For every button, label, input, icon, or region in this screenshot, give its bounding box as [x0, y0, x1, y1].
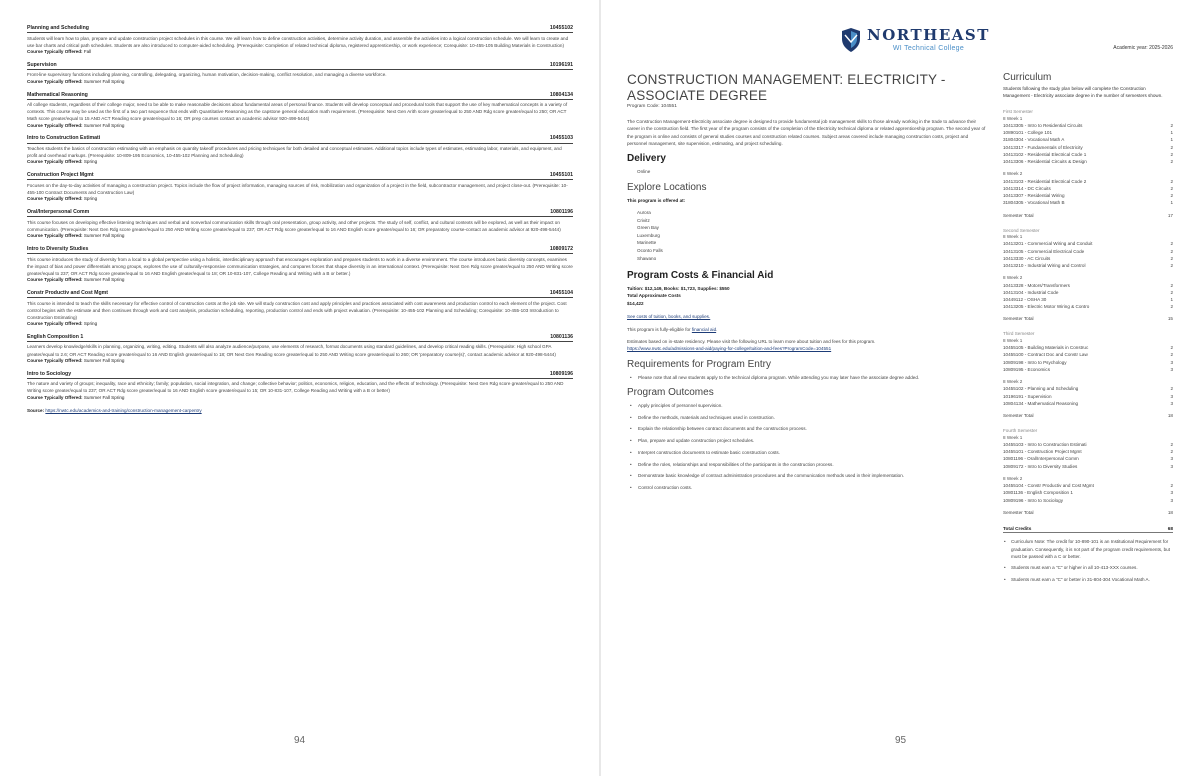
offered-value: Summer Fall Spring: [83, 232, 125, 238]
course-name: 10413102 - Residential Electrical Code 1: [1003, 151, 1087, 157]
term-block: [1003, 476, 1173, 504]
course-name: 10804134 - Mathematical Reasoning: [1003, 400, 1079, 406]
financial-aid-line: This program is fully-eligible for financial aid.: [627, 326, 718, 332]
course-title: Oral/Interpersonal Comm: [27, 209, 90, 216]
costs-total: $14,422: [627, 300, 644, 306]
course-title: Supervision: [27, 61, 57, 68]
course-credits: 3: [1170, 400, 1173, 406]
program-description: The Construction Management-Electricity associate degree is designed to provide fundamental job management skills to those already working in the trade to advance their career in the construction field. The first year of the program consists of the completion of the Electricity technical diploma or related apprenticeship program. The second year of the program is online and consists of general studies courses and construction related courses. Subject areas covered include managing construction costs, project and personnel management, site supervision, estimating, and project scheduling.: [627, 119, 986, 147]
curriculum-course-row: [1003, 129, 1173, 136]
course-name: 10413307 - Residential Wiring: [1003, 193, 1065, 199]
course-description: Teaches students the basics of construction estimating with an emphasis on quantity takeoff procedures and pricing techniques for both detailed and conceptual estimates. Additional topics include types of estimates, estimating labor, materials, and equipment, and profit and overhead markups. (Prerequisite: 10-809-195 Economics, 10-455-102 Planning and Scheduling): [27, 146, 562, 159]
outcome-item: • Plan, prepare and update construction project schedules.: [630, 437, 987, 444]
course-credits: 3: [1170, 490, 1173, 496]
curriculum-heading: Curriculum: [1003, 72, 1052, 83]
offered-label: Course Typically Offered:: [27, 357, 83, 363]
location-item: Luxemburg: [637, 232, 660, 238]
term-block-name: 8 Week 2: [1003, 475, 1023, 481]
course-name: 10413317 - Fundamentals of Electricity: [1003, 144, 1083, 150]
offered-value: Spring: [83, 196, 98, 202]
curriculum-course-row: [1003, 144, 1173, 151]
course-entry: [27, 371, 573, 402]
course-entry: [27, 172, 573, 203]
costs-link[interactable]: See costs of tuition, books, and supplies.: [627, 314, 711, 320]
course-description: This course introduces the study of diversity from a local to a global perspective using a holistic, interdisciplinary approach that encourages exploration and prepares students to work in a diverse environment. The course introduces basic diversity concepts, examines the impact of bias and power differentials among groups, explores the use of culturally-responsive communication strategies, and compares forces that shape diversity in an international context. (Prerequisite: Next Gen Rdg score greater/equal to 250 AND Writing score greater/equal to 237; OR ACT Rdg score greater/equal to 16 AND English greater/equal to 18; OR 10-831-107, College Reading and Writing with a B or better.): [27, 256, 573, 276]
course-name: 10455103 - Intro to Construction Estimati: [1003, 441, 1087, 447]
course-offered: [27, 79, 573, 86]
semester-total-label: Semester Total: [1003, 413, 1034, 419]
term-block: [1003, 379, 1173, 407]
term-block-name: 8 Week 2: [1003, 171, 1023, 177]
semester-list: [1003, 109, 1173, 515]
course-entry: [27, 135, 573, 166]
course-name: 10196191 - Supervision: [1003, 393, 1052, 399]
semester: [1003, 228, 1173, 322]
course-name: 10455101 - Construction Project Mgmt: [1003, 449, 1082, 455]
course-header: [27, 246, 573, 254]
course-credits: 2: [1170, 282, 1173, 288]
outcomes-heading: Program Outcomes: [627, 386, 714, 398]
outcome-item: • Define the roles, relationships and responsibilities of the participants in the construction process.: [630, 461, 987, 468]
total-credits-value: 68: [1167, 525, 1173, 531]
term-block: [1003, 338, 1173, 373]
curriculum-course-row: [1003, 178, 1173, 185]
curriculum-note: • Students must earn a "C" or higher in all 10-413-XXX courses.: [1003, 564, 1173, 571]
term-block: [1003, 234, 1173, 269]
estimates-url[interactable]: https://www.nwtc.edu/admissions-and-aid/paying-for-college/tuition-and-fees?ProgramCode=104551: [627, 346, 832, 352]
course-code: 10196191: [549, 61, 573, 68]
course-name: 10809172 - Intro to Diversity Studies: [1003, 463, 1078, 469]
location-item: Oconto Falls: [637, 247, 663, 253]
course-credits: 2: [1170, 185, 1173, 191]
course-header: [27, 62, 573, 70]
outcome-item: • Explain the relationship between contract documents and the construction process.: [630, 425, 987, 432]
logo-name: NORTHEAST: [867, 26, 990, 44]
course-offered: [27, 123, 573, 130]
aid-prefix: This program is fully-eligible for: [627, 326, 691, 332]
course-name: 10413330 - AC Circuits: [1003, 255, 1051, 261]
curriculum-course-row: [1003, 366, 1173, 373]
semester: [1003, 109, 1173, 217]
semester-total-value: 18: [1167, 413, 1173, 419]
curriculum-course-row: [1003, 482, 1173, 489]
locations-list: [637, 209, 987, 262]
course-credits: 2: [1170, 159, 1173, 165]
curriculum-course-row: [1003, 489, 1173, 496]
offered-value: Fall: [83, 48, 92, 54]
offered-label: Course Typically Offered:: [27, 394, 83, 400]
course-title: Planning and Scheduling: [27, 25, 89, 31]
curriculum-course-row: [1003, 448, 1173, 455]
offered-value: Spring: [83, 320, 98, 326]
curriculum-column: [1003, 72, 1173, 587]
course-title: Intro to Sociology: [27, 370, 72, 377]
course-entry: [27, 246, 573, 284]
requirements-heading: Requirements for Program Entry: [627, 358, 771, 370]
course-title: Intro to Diversity Studies: [27, 245, 89, 252]
course-name: 10413205 - Electric Motor Wiring & Contro: [1003, 304, 1090, 310]
offered-label: Course Typically Offered:: [27, 122, 83, 128]
curriculum-course-row: [1003, 344, 1173, 351]
course-description: Students will learn how to plan, prepare and update construction project schedules in this course. We will learn how to define construction activities, determine activity duration, and assemble the activities into a logical construction schedule. We will learn to create and use bar charts and critical path schedules. Students are also introduced to computer-aided scheduling. (Prerequisite: Completion of related technical diploma, registered apprenticeship, or work experience; Corequisite: 10-455-105 Building Materials in Construction): [27, 35, 569, 48]
semester-total-value: 17: [1167, 212, 1173, 218]
curriculum-course-row: [1003, 199, 1173, 206]
page-number-left: 94: [293, 735, 306, 746]
delivery-heading: Delivery: [627, 153, 666, 165]
course-title: Construction Project Mgmt: [27, 172, 94, 179]
offered-label: Course Typically Offered:: [27, 48, 83, 54]
course-title: Intro to Construction Estimati: [27, 135, 101, 142]
costs-heading: Program Costs & Financial Aid: [627, 270, 774, 282]
course-header: [27, 25, 573, 33]
curriculum-course-row: [1003, 393, 1173, 400]
program-code: Program Code: 104551: [627, 104, 677, 110]
term-block-name: 8 Week 1: [1003, 233, 1023, 239]
term-block-name: 8 Week 1: [1003, 434, 1023, 440]
course-name: 10801196 - Oral/Interpersonal Comm: [1003, 456, 1079, 462]
offered-label: Course Typically Offered:: [27, 196, 83, 202]
term-block: [1003, 435, 1173, 470]
curriculum-notes: [1003, 538, 1173, 583]
curriculum-course-row: [1003, 192, 1173, 199]
course-header: [27, 135, 573, 143]
course-name: 10413305 - Intro to Residential Circuits: [1003, 123, 1083, 129]
source-link[interactable]: https://nwtc.edu/academics-and-training/construction-management-carpentry: [45, 407, 202, 413]
course-offered: [27, 277, 573, 284]
course-description: This course focuses on developing effective listening techniques and verbal and nonverbal communication skills through oral presentation, group activity, and other projects. The study of self, conflict, and cultural contexts will be explored, as well as their impact on communication. (Prerequisite: Next Gen Rdg score greater/equal to 250 AND Writing score greater/equal to 237; OR ACT Rdg score greater/equal to 16 AND English score greater/equal to 16; OR preparatory course-contact an academic advisor at 920-498-5444): [27, 219, 561, 232]
offered-value: Summer Fall Spring: [83, 276, 125, 282]
location-item: Green Bay: [637, 225, 659, 231]
curriculum-course-row: [1003, 158, 1173, 165]
curriculum-course-row: [1003, 262, 1173, 269]
semester-total-value: 15: [1167, 316, 1173, 322]
college-logo: [841, 27, 990, 53]
semester-total-label: Semester Total: [1003, 316, 1034, 322]
course-offered: [27, 233, 573, 240]
course-offered: [27, 358, 573, 365]
course-credits: 1: [1170, 130, 1173, 136]
course-name: 10413105 - Commercial Electrical Code: [1003, 248, 1085, 254]
outcome-item: • Demonstrate basic knowledge of contract administration procedures and the communication methods used in their implementation.: [630, 472, 987, 479]
course-credits: 2: [1170, 123, 1173, 129]
offered-value: Spring: [83, 159, 98, 165]
curriculum-course-row: [1003, 255, 1173, 262]
course-name: 10809195 - Economics: [1003, 366, 1050, 372]
course-name: 10809198 - Intro to Psychology: [1003, 359, 1067, 365]
offered-label: Course Typically Offered:: [27, 159, 83, 165]
semester-total: [1003, 413, 1173, 418]
course-header: [27, 290, 573, 298]
program-main-column: [627, 72, 987, 496]
costs-total-label: Total Approximate Costs: [627, 293, 681, 299]
semester-name: Second Semester: [1003, 227, 1040, 233]
offered-value: Summer Fall Spring: [83, 122, 125, 128]
course-code: 10809196: [549, 370, 573, 377]
outcomes-list: [630, 402, 987, 491]
curriculum-course-row: [1003, 151, 1173, 158]
course-description: This course is intended to teach the skills necessary for effective control of construction costs at the job site. We will study construction cost and apply principles and practices associated with cost awareness and production control to each element of the project. Cost control begins with the estimate and then continues through work and cost analysis, production scheduling, reporting, production control and ends with project evaluation. (Prerequisite: 10-455-102 Planning and Scheduling; Corequisite: 10-455-103 Introduction to Construction Estimating): [27, 300, 567, 320]
course-description: Learners develop knowledge/skills in planning, organizing, writing, editing. Students will also analyze audience/purpose, use elements of research, format documents using standard guidelines, and develop critical reading skills. (Prerequisite: High school GPA greater/equal to 2.6; OR ACT Reading score greater/equal to 16 AND English greater/equal to 18; OR Next Gen Reading score greater/equal to 250 AND Writing score greater/equal to 260; OR 'preparatory course(s)', contact academic advisor at 920-498-5444): [27, 344, 556, 357]
offered-label: Course Typically Offered:: [27, 320, 83, 326]
curriculum-intro: Students following the study plan below will complete the Construction Management - Electricity associate degree in the number of semesters shown.: [1003, 86, 1163, 99]
financial-aid-link[interactable]: financial aid: [691, 326, 717, 332]
course-credits: 1: [1170, 200, 1173, 206]
course-credits: 2: [1170, 151, 1173, 157]
course-name: 10413201 - Commercial Wiring and Conduit: [1003, 241, 1093, 247]
course-name: 10809196 - Intro to Sociology: [1003, 497, 1064, 503]
course-credits: 3: [1170, 463, 1173, 469]
term-block: [1003, 116, 1173, 166]
course-header: [27, 172, 573, 180]
curriculum-course-row: [1003, 303, 1173, 310]
course-credits: 2: [1170, 386, 1173, 392]
course-description: The nature and variety of groups; inequality, race and ethnicity; family; population, social integration, and change; collective behavior; politics, economics, religion, education, and the effects of technology. (Prerequisite: Next Gen Rdg score greater/equal to 250 AND Writing score greater/equal to 237; OR ACT Rdg score greater/equal to 16 AND English score greater/equal to 15; OR 10-831-107, College Reading and Writing with a B or better): [27, 381, 564, 394]
total-credits-row: [1003, 526, 1173, 534]
curriculum-course-row: [1003, 248, 1173, 255]
curriculum-course-row: [1003, 441, 1173, 448]
course-name: 10455100 - Contract Doc and Constr Law: [1003, 352, 1088, 358]
course-name: 10413306 - Residential Circuits & Design: [1003, 159, 1087, 165]
delivery-value: Online: [637, 169, 651, 175]
course-credits: 2: [1170, 345, 1173, 351]
semester-name: First Semester: [1003, 109, 1033, 115]
course-entry: [27, 209, 573, 240]
total-credits-label: Total Credits: [1003, 525, 1032, 531]
course-name: 10449112 - OSHA 30: [1003, 297, 1047, 302]
course-header: [27, 209, 573, 217]
outcome-item: • Apply principles of personnel supervision.: [630, 402, 987, 409]
locations-intro: This program is offered at:: [627, 197, 686, 203]
course-offered: [27, 49, 573, 56]
offered-value: Summer Fall Spring: [83, 394, 125, 400]
term-block: [1003, 171, 1173, 206]
outcome-item: • Define the methods, materials and techniques used in construction.: [630, 414, 987, 421]
course-credits: 2: [1170, 144, 1173, 150]
semester-total-label: Semester Total: [1003, 509, 1034, 515]
course-credits: 2: [1170, 248, 1173, 254]
offered-label: Course Typically Offered:: [27, 276, 83, 282]
semester: [1003, 331, 1173, 418]
logo-subtitle: WI Technical College: [892, 45, 965, 52]
offered-value: Summer Fall Spring: [83, 78, 125, 84]
course-credits: 2: [1170, 483, 1173, 489]
course-credits: 3: [1170, 359, 1173, 365]
semester-total: [1003, 510, 1173, 515]
curriculum-course-row: [1003, 240, 1173, 247]
course-entry: [27, 25, 573, 56]
course-credits: 2: [1170, 262, 1173, 268]
course-code: 10455102: [549, 25, 573, 31]
course-code: 10455103: [549, 135, 573, 142]
course-offered: [27, 321, 573, 328]
curriculum-course-row: [1003, 497, 1173, 504]
course-code: 10809172: [549, 245, 573, 252]
term-block-name: 8 Week 1: [1003, 337, 1023, 343]
term-block: [1003, 275, 1173, 310]
outcome-item: • Control construction costs.: [630, 484, 987, 491]
location-item: Shawano: [637, 255, 657, 261]
course-credits: 2: [1170, 241, 1173, 247]
curriculum-course-row: [1003, 296, 1173, 303]
course-description: Focuses on the day-to-day activities of managing a construction project. Topics include the flow of project information, managing sources of risk, mobilization and organization of a project in the field, subcontractor management, and project close-out. (Prerequisite: 10-455-100 Contract Documents and Construction Law): [27, 182, 568, 196]
course-descriptions: [27, 25, 573, 413]
curriculum-note: • Curriculum Note: The credit for 10-890-101 is an Institutional Requirement for graduation. Consequently, it is not part of the program credit requirements, but must be passed with a C or better.: [1003, 538, 1173, 560]
term-block-name: 8 Week 2: [1003, 379, 1023, 385]
course-offered: [27, 159, 573, 166]
course-name: 10413103 - Residential Electrical Code 2: [1003, 178, 1087, 184]
curriculum-course-row: [1003, 289, 1173, 296]
curriculum-course-row: [1003, 463, 1173, 470]
offered-label: Course Typically Offered:: [27, 232, 83, 238]
term-block-name: 8 Week 1: [1003, 115, 1023, 121]
course-title: Mathematical Reasoning: [27, 91, 88, 98]
course-name: 10455104 - Constr Productiv and Cost Mgmt: [1003, 483, 1094, 489]
locations-heading: Explore Locations: [627, 181, 707, 193]
course-name: 31804305 - Vocational Math B: [1003, 200, 1065, 206]
course-credits: 2: [1170, 255, 1173, 261]
semester-total: [1003, 213, 1173, 218]
course-credits: 3: [1170, 497, 1173, 503]
course-offered: [27, 395, 573, 402]
requirement-item: • Please note that all new students apply to the technical diploma program. While attending you may later have the associate degree added.: [630, 374, 987, 381]
curriculum-course-row: [1003, 351, 1173, 358]
shield-logo-icon: [841, 27, 861, 53]
course-credits: 2: [1170, 449, 1173, 455]
course-entry: [27, 62, 573, 86]
curriculum-course-row: [1003, 385, 1173, 392]
location-item: Aurora: [637, 210, 651, 216]
course-header: [27, 371, 573, 379]
course-entry: [27, 92, 573, 130]
course-credits: 2: [1170, 193, 1173, 199]
semester: [1003, 428, 1173, 515]
course-description: All college students, regardless of their college major, need to be able to make reasonable decisions about fundamental areas of personal finance. Students will develop conceptual and procedural tools that support the use of key mathematical concepts in a variety of contexts. This course may be used as the first of a two part sequence that ends with Quantitative Reasoning as the capstone general education math requirement. (Prerequisite: Next Gen Arith score greater/equal to 250 AND Rdg score greater/equal to 250; OR ACT Math score greater/equal to 15 AND ACT Reading score greater/equal to 16; OR prep courses contact an academic advisor 920-498-5444): [27, 102, 568, 122]
course-credits: 1: [1170, 297, 1173, 302]
offered-label: Course Typically Offered:: [27, 78, 83, 84]
location-item: Crivitz: [637, 217, 650, 223]
course-name: 31804304 - Vocational Math A: [1003, 137, 1065, 143]
source-line: [27, 408, 573, 413]
course-name: 10455105 - Building Materials in Construc: [1003, 345, 1089, 351]
course-title: English Composition 1: [27, 333, 84, 340]
course-credits: 2: [1170, 441, 1173, 447]
course-code: 10455104: [549, 289, 573, 296]
outcome-item: • Interpret construction documents to estimate basic construction costs.: [630, 449, 987, 456]
academic-year: Academic year: 2025-2026: [1113, 45, 1173, 51]
semester-total: [1003, 316, 1173, 321]
right-page: [601, 0, 1200, 776]
curriculum-course-row: [1003, 282, 1173, 289]
course-name: 10801136 - English Composition 1: [1003, 490, 1073, 496]
page-number-right: 95: [894, 735, 907, 746]
course-name: 10413210 - Industrial Wiring and Control: [1003, 262, 1086, 268]
course-credits: 3: [1170, 393, 1173, 399]
semester-name: Third Semester: [1003, 331, 1035, 337]
requirements-list: [630, 374, 987, 381]
course-description: Front-line supervisory functions including planning, controlling, delegating, organizing, human motivation, decision-making, conflict resolution, and managing a diverse workforce.: [27, 72, 387, 78]
curriculum-course-row: [1003, 136, 1173, 143]
course-header: [27, 334, 573, 342]
curriculum-course-row: [1003, 400, 1173, 407]
course-name: 10890101 - College 101: [1003, 130, 1053, 136]
curriculum-course-row: [1003, 455, 1173, 462]
semester-total-label: Semester Total: [1003, 212, 1034, 218]
semester-name: Fourth Semester: [1003, 428, 1038, 434]
course-header: [27, 92, 573, 100]
course-entry: [27, 290, 573, 328]
course-entry: [27, 334, 573, 365]
program-title: CONSTRUCTION MANAGEMENT: ELECTRICITY - ASSOCIATE DEGREE: [627, 72, 946, 103]
course-code: 10801196: [550, 209, 573, 216]
curriculum-note: • Students must earn a "C" or better in 31-804-304 Vocational Math A.: [1003, 576, 1173, 583]
course-code: 10455101: [549, 172, 573, 179]
course-credits: 2: [1170, 352, 1173, 358]
course-name: 10413104 - Industrial Code: [1003, 289, 1059, 295]
course-credits: 3: [1170, 366, 1173, 372]
course-credits: 3: [1170, 456, 1173, 462]
course-code: 10801136: [550, 333, 573, 340]
source-label: Source:: [27, 407, 45, 413]
course-name: 10455102 - Planning and Scheduling: [1003, 386, 1079, 392]
course-credits: 2: [1170, 178, 1173, 184]
curriculum-course-row: [1003, 122, 1173, 129]
course-credits: 2: [1170, 304, 1173, 310]
course-credits: 1: [1170, 137, 1173, 143]
course-title: Constr Productiv and Cost Mgmt: [27, 289, 108, 296]
course-name: 10413328 - Motors/Transformers: [1003, 282, 1070, 288]
course-name: 10413314 - DC Circuits: [1003, 185, 1051, 191]
curriculum-course-row: [1003, 185, 1173, 192]
location-item: Marinette: [637, 240, 657, 246]
term-block-name: 8 Week 2: [1003, 275, 1023, 281]
left-page: [0, 0, 599, 776]
offered-value: Summer Fall Spring: [83, 357, 125, 363]
estimates-text: Estimates based on in-state residency. Please visit the following URL to learn more about tuition and fees for this program.: [627, 338, 876, 344]
semester-total-value: 18: [1167, 509, 1173, 515]
costs-line: Tuition: $12,149, Books: $1,723, Supplies: $550: [627, 286, 730, 292]
course-code: 10804134: [549, 91, 573, 98]
course-credits: 2: [1170, 289, 1173, 295]
curriculum-course-row: [1003, 359, 1173, 366]
course-offered: [27, 196, 573, 203]
